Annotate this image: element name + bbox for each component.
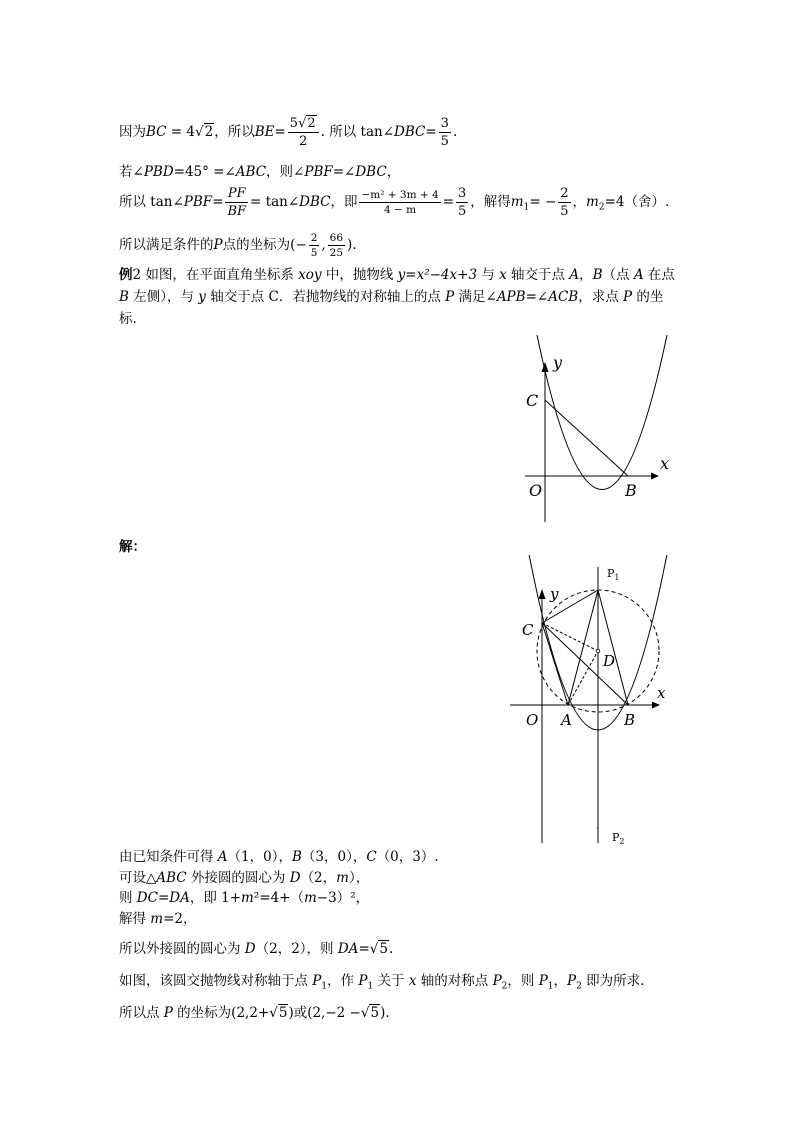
t: m xyxy=(586,194,599,210)
t: （2，2），则 xyxy=(255,941,338,957)
t: PF xyxy=(225,186,248,203)
t: 5 xyxy=(560,204,569,219)
t: 3 xyxy=(440,116,449,131)
t: A xyxy=(633,267,644,283)
t: 1 xyxy=(523,202,530,213)
t: 2 xyxy=(310,232,318,244)
t: 5 xyxy=(379,941,388,957)
t: B xyxy=(119,289,129,305)
t: 5 xyxy=(440,134,449,149)
radical: √2 xyxy=(195,124,214,140)
t: P xyxy=(623,289,633,305)
t: P xyxy=(213,237,223,253)
segment-ap1 xyxy=(568,590,598,705)
figure-2 xyxy=(505,555,695,850)
t: BE xyxy=(254,124,275,140)
fraction xyxy=(456,186,468,219)
solution-line-6 xyxy=(119,972,644,996)
t: 轴交于点 xyxy=(506,267,570,283)
t: 5 xyxy=(310,247,318,259)
t: PBF xyxy=(304,164,333,180)
t: （1，0）， xyxy=(227,849,292,865)
t: ，求点 xyxy=(578,289,623,305)
t: ). xyxy=(380,1005,390,1021)
t: P xyxy=(163,1005,173,1021)
t: x xyxy=(499,267,507,283)
t: =∠ xyxy=(525,289,549,305)
segment-cb xyxy=(545,400,628,476)
t: PBD xyxy=(143,164,174,180)
t: ACB xyxy=(548,289,579,305)
t: P xyxy=(538,973,548,989)
t: P xyxy=(312,973,322,989)
t: 1 xyxy=(614,573,620,582)
t: DBC xyxy=(299,194,331,210)
line-1 xyxy=(119,116,457,149)
label-b: B xyxy=(624,711,636,729)
radius-da xyxy=(568,651,598,705)
t: = xyxy=(274,124,286,140)
t: B xyxy=(291,849,302,865)
t: = − xyxy=(529,194,557,210)
t: P xyxy=(492,973,502,989)
t: 由已知条件可得 xyxy=(119,849,218,865)
t: 若∠ xyxy=(119,164,144,180)
t: 所以满足条件的 xyxy=(119,237,214,253)
t: DC=DA xyxy=(136,890,190,906)
t: APB xyxy=(496,289,526,305)
t: 5 xyxy=(370,1005,380,1021)
t: =2， xyxy=(163,911,197,927)
t: 5 xyxy=(278,1005,288,1021)
example-line-3 xyxy=(119,310,137,328)
t: P xyxy=(612,831,620,844)
example-line-1 xyxy=(119,266,675,284)
t: 所以外接圆的圆心为 xyxy=(119,941,245,957)
line-2 xyxy=(119,163,400,181)
t: = tan∠ xyxy=(250,194,300,210)
t: y=x²−4x+3 xyxy=(397,267,478,283)
t: 4 − m xyxy=(384,204,417,216)
t: −3）²， xyxy=(316,890,370,906)
label-p2 xyxy=(612,831,625,846)
fraction xyxy=(558,186,570,219)
t: 点的坐标为(− xyxy=(222,237,307,253)
x-axis-arrow-icon xyxy=(652,702,660,709)
t: 1 xyxy=(321,981,328,992)
t: = xyxy=(425,124,437,140)
t: 5 xyxy=(458,204,467,219)
fraction xyxy=(225,186,248,219)
t: ABC xyxy=(156,870,187,886)
t: 2 xyxy=(307,116,316,131)
label-a: A xyxy=(561,711,572,729)
figure-1 xyxy=(505,330,685,530)
t: =∠ xyxy=(332,164,356,180)
t: PBF xyxy=(183,194,213,210)
t: ，解得 xyxy=(470,194,511,210)
center-point xyxy=(596,649,600,653)
t: BF xyxy=(227,204,247,219)
t: 1 xyxy=(547,981,554,992)
t: P xyxy=(567,973,577,989)
t: , xyxy=(321,237,326,253)
line-4 xyxy=(119,232,357,259)
label-y: y xyxy=(550,585,559,603)
t: 标. xyxy=(119,311,137,327)
example-line-2 xyxy=(119,288,663,306)
t: 外接圆的圆心为 xyxy=(186,870,290,886)
t: （3，0）， xyxy=(301,849,367,865)
radical: √5 xyxy=(360,1005,380,1021)
segment-bp1 xyxy=(598,590,628,705)
t: 2 xyxy=(204,124,214,140)
t: 轴的对称点 xyxy=(416,973,493,989)
radical: √5 xyxy=(369,941,388,957)
p2-tick: · xyxy=(596,824,599,834)
t: 关于 xyxy=(373,973,409,989)
t: 例 xyxy=(119,267,133,283)
x-axis-arrow-icon xyxy=(651,473,659,480)
t: P xyxy=(607,567,615,580)
t: ). xyxy=(347,237,357,253)
t: 25 xyxy=(329,247,344,259)
t: P xyxy=(445,289,455,305)
t: 2 xyxy=(598,202,605,213)
t: ， xyxy=(572,194,587,210)
t: = xyxy=(212,194,224,210)
t: 满足∠ xyxy=(454,289,497,305)
t: ， xyxy=(553,973,568,989)
fraction xyxy=(288,116,319,149)
t: 可设△ xyxy=(119,870,157,886)
t: 2 xyxy=(576,981,582,992)
t: D xyxy=(244,941,256,957)
t: −m² + 3m + 4 xyxy=(361,189,439,201)
t: 的坐标为(2,2+ xyxy=(172,1005,270,1021)
t: 2 xyxy=(501,981,508,992)
radical: √5 xyxy=(269,1005,288,1021)
solution-line-7 xyxy=(119,1004,390,1022)
t: 1 xyxy=(367,981,374,992)
t: 2 xyxy=(132,267,142,283)
t: DBC xyxy=(355,164,387,180)
t: （点 xyxy=(602,267,634,283)
t: BC xyxy=(146,124,167,140)
t: ）， xyxy=(348,870,370,886)
t: m xyxy=(241,890,254,906)
t: 2 xyxy=(619,837,625,846)
fraction xyxy=(359,189,440,216)
solution-line-1 xyxy=(119,848,439,866)
t: 2 xyxy=(560,186,569,201)
t: D xyxy=(289,870,301,886)
t: 所以点 xyxy=(119,1005,164,1021)
t: 如图，该圆交抛物线对称轴于点 xyxy=(119,973,313,989)
t: ，即 1+ xyxy=(189,890,242,906)
t: . xyxy=(452,124,458,140)
t: 如图，在平面直角坐标系 xyxy=(141,267,299,283)
solution-line-3 xyxy=(119,889,369,907)
t: 则 xyxy=(119,890,137,906)
t: 在点 xyxy=(643,267,675,283)
t: ABC xyxy=(235,164,267,180)
y-axis-arrow-icon xyxy=(539,589,546,599)
t: m xyxy=(336,870,349,886)
t: ²=4+（ xyxy=(253,890,304,906)
t: DA xyxy=(337,941,359,957)
t: 66 xyxy=(329,232,344,244)
t: m xyxy=(510,194,524,210)
t: =45° =∠ xyxy=(173,164,236,180)
t: . 所以 tan∠ xyxy=(320,124,395,140)
t: （0，3）. xyxy=(376,849,439,865)
t: ， xyxy=(579,267,593,283)
label-y: y xyxy=(553,353,563,372)
t: 解得 xyxy=(119,911,151,927)
t: （2， xyxy=(300,870,337,886)
label-x: x xyxy=(660,454,670,473)
t: 左侧），与 xyxy=(128,289,199,305)
t: 3 xyxy=(458,186,467,201)
fraction xyxy=(328,232,345,259)
t: C xyxy=(366,849,377,865)
t: . xyxy=(388,941,394,957)
solution-line-5 xyxy=(119,940,393,958)
label-o: O xyxy=(526,711,539,729)
t: ， xyxy=(386,164,401,180)
t: ，所以 xyxy=(214,124,255,140)
label-c: C xyxy=(522,621,534,639)
label-b: B xyxy=(625,481,637,500)
label-d: D xyxy=(603,652,616,670)
line-3 xyxy=(119,186,669,219)
t: 所以 tan∠ xyxy=(119,194,184,210)
t: = xyxy=(358,941,370,957)
solution-line-2 xyxy=(119,869,369,887)
solution-line-4 xyxy=(119,910,197,928)
t: DBC xyxy=(394,124,426,140)
fraction xyxy=(439,116,451,149)
t: A xyxy=(569,267,580,283)
fraction xyxy=(309,232,320,259)
t: B xyxy=(592,267,603,283)
label-o: O xyxy=(529,481,543,500)
t: 5 xyxy=(289,116,299,131)
t: A xyxy=(217,849,228,865)
t: 与 xyxy=(477,267,500,283)
t: = xyxy=(442,194,455,210)
t: ，则∠ xyxy=(266,164,305,180)
t: 轴交于点 C．若抛物线的对称轴上的点 xyxy=(205,289,446,305)
solution-label: 解： xyxy=(119,539,146,555)
t: m xyxy=(150,911,164,927)
t: ，则 xyxy=(507,973,539,989)
t: =4（舍）. xyxy=(604,194,670,210)
t: = 4 xyxy=(166,124,195,140)
label-c: C xyxy=(526,391,539,410)
t: )或(2,−2 − xyxy=(288,1005,361,1021)
t: 2 xyxy=(299,134,308,149)
radical: √2 xyxy=(298,116,316,131)
t: ，即 xyxy=(330,194,358,210)
t: 的坐 xyxy=(632,289,664,305)
t: 即为所求. xyxy=(581,973,645,989)
t: xoy xyxy=(298,267,322,283)
label-x: x xyxy=(657,684,666,702)
label-p1 xyxy=(607,567,620,582)
t: 因为 xyxy=(119,124,146,140)
t: m xyxy=(303,890,317,906)
t: P xyxy=(358,973,368,989)
t: y xyxy=(198,289,206,305)
t: ，作 xyxy=(327,973,359,989)
t: 中，抛物线 xyxy=(321,267,398,283)
t: x xyxy=(408,973,417,989)
